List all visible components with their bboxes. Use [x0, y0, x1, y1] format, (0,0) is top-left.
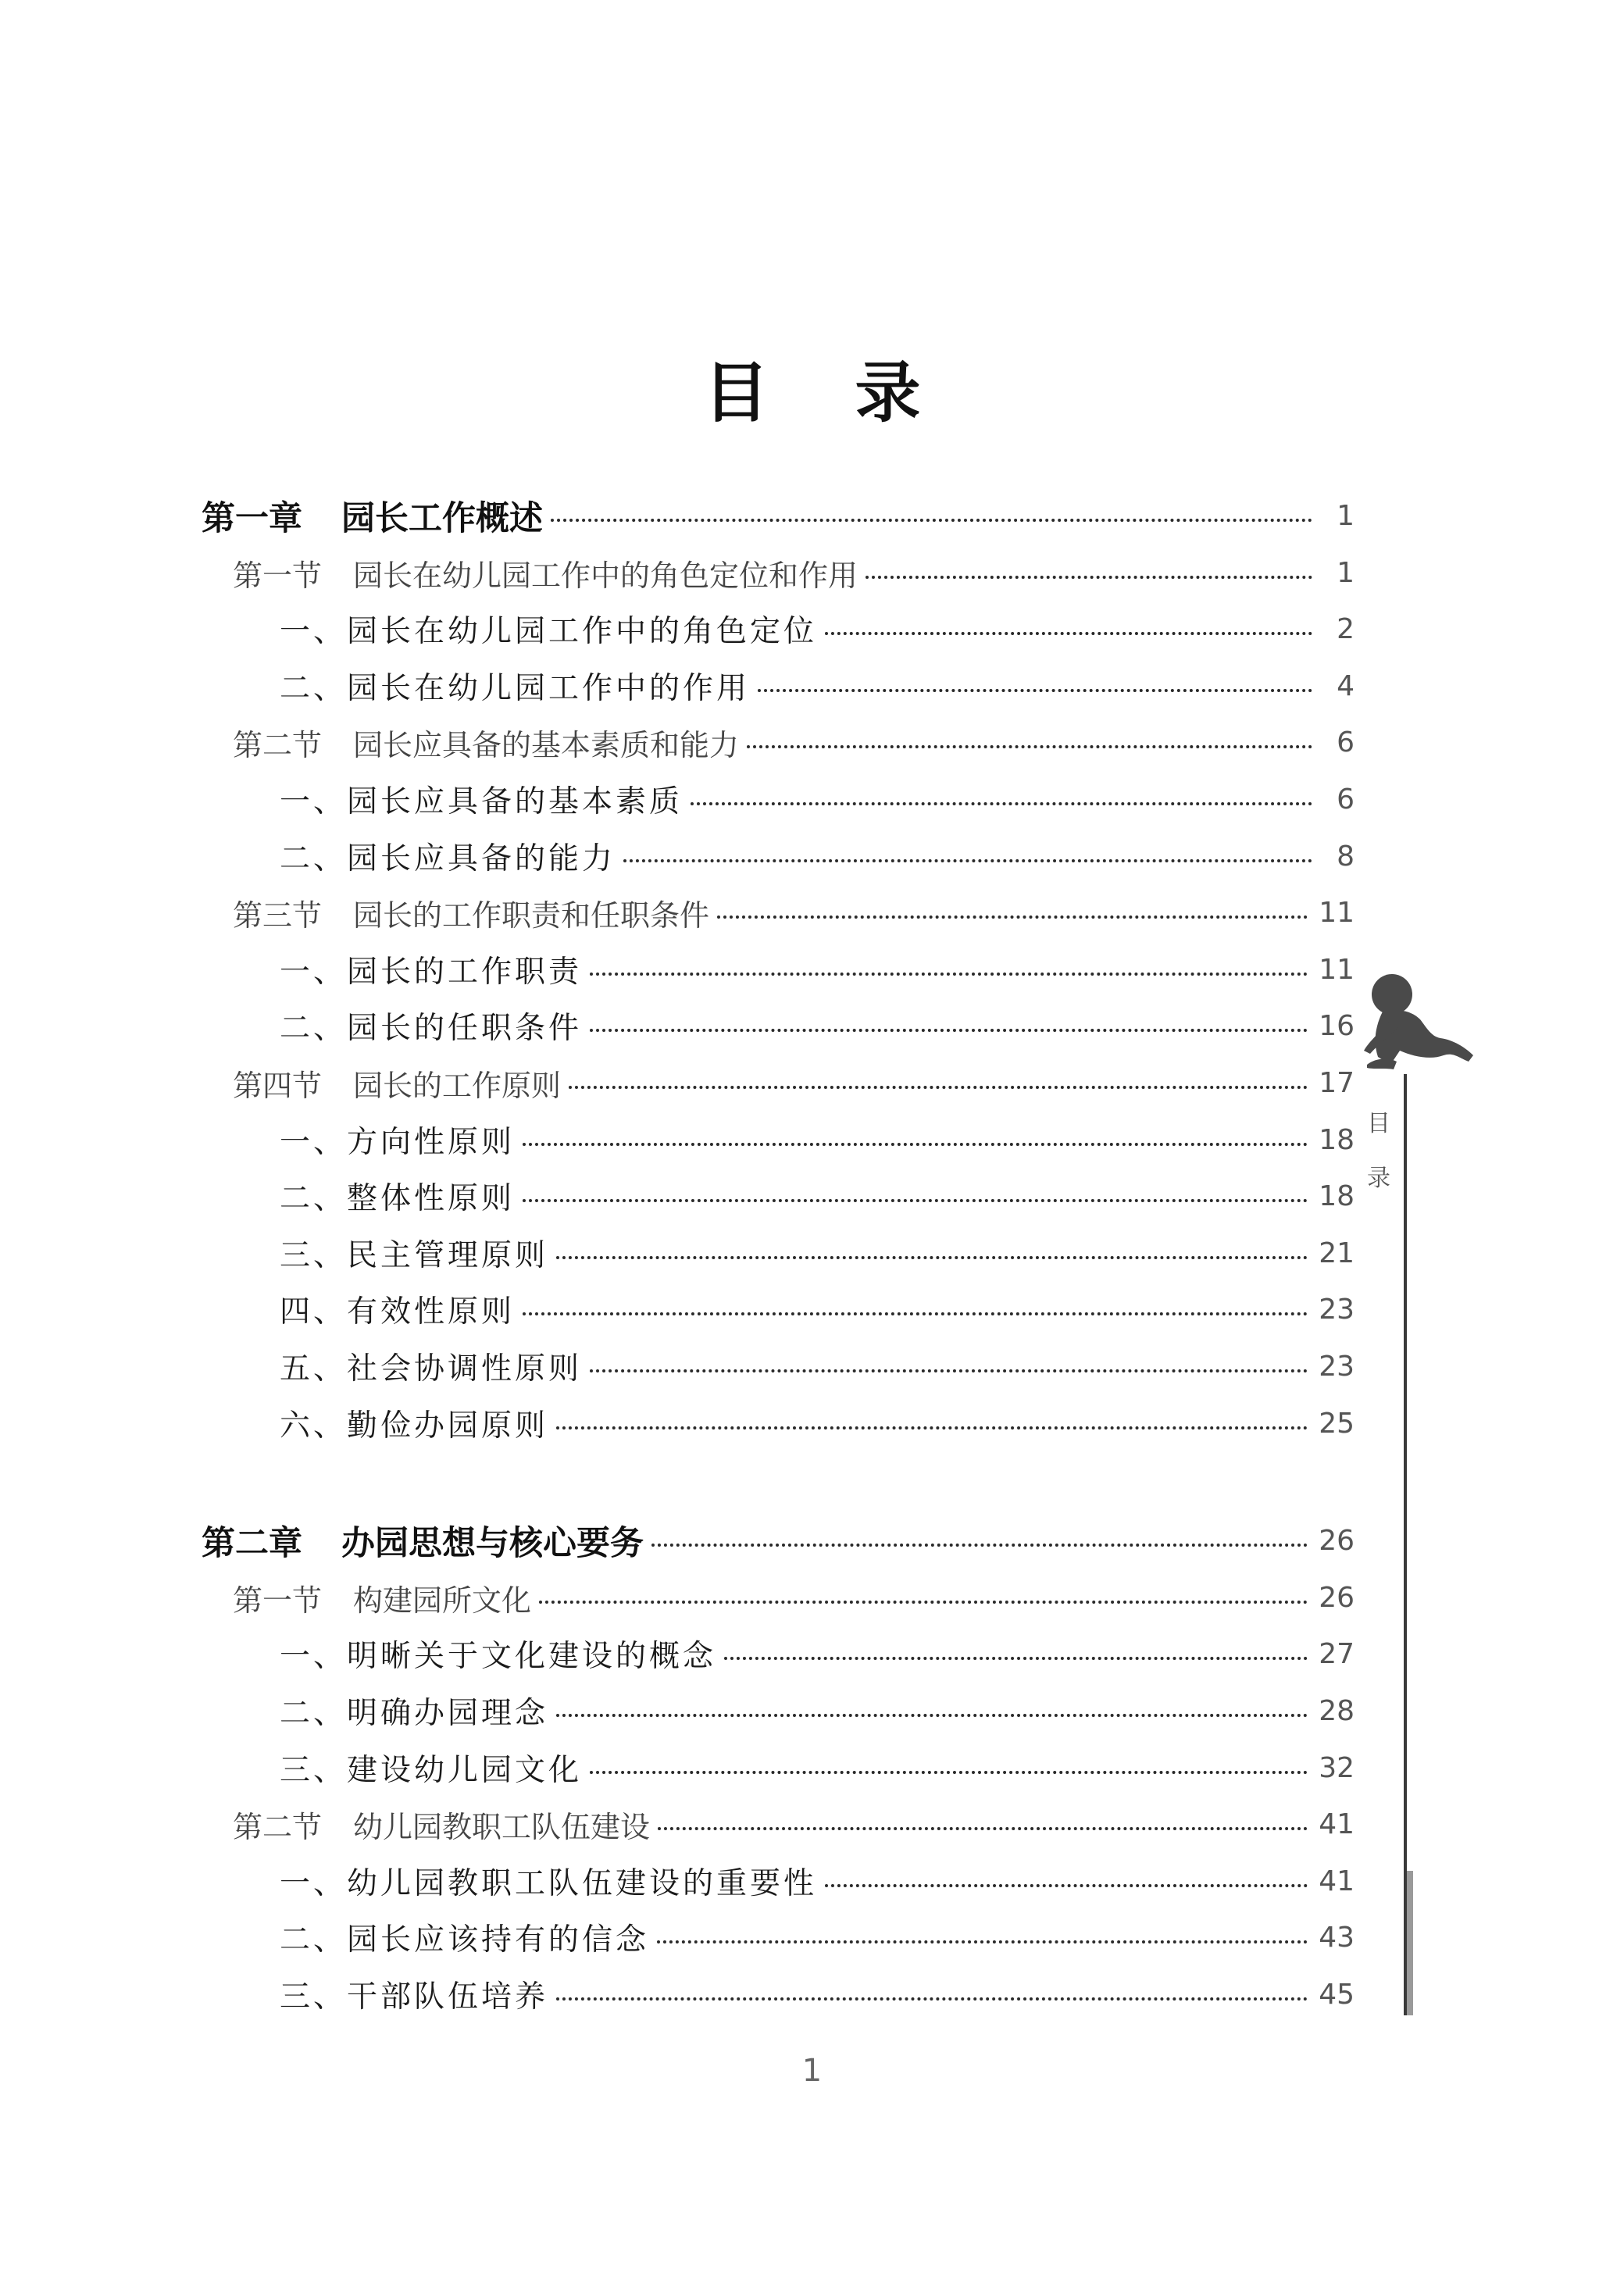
dot-leader	[523, 1312, 1308, 1315]
toc-item-row	[280, 1687, 1355, 1734]
toc-entry-title	[280, 1915, 649, 1959]
toc-page-number: 27	[1319, 1637, 1355, 1670]
toc-page-number: 6	[1337, 726, 1355, 758]
dot-leader	[657, 1940, 1308, 1943]
toc-entry-title	[280, 1859, 817, 1903]
toc-item-row	[280, 1002, 1355, 1049]
dot-leader	[825, 1884, 1308, 1887]
toc-entry-text: 三、干部队伍培养	[280, 1979, 549, 2015]
toc-page-number: 23	[1319, 1293, 1355, 1326]
toc-entry-text: 园长的工作原则	[353, 1068, 562, 1103]
toc-entry-title	[280, 607, 817, 651]
toc-entry-number: 第一节	[233, 558, 323, 593]
toc-item-row	[280, 1230, 1355, 1276]
side-tab-char: 录	[1367, 1165, 1390, 1192]
dot-leader	[556, 1426, 1308, 1429]
side-tab	[1359, 965, 1476, 2015]
toc-entry-text: 三、建设幼儿园文化	[280, 1753, 583, 1788]
toc-page-number: 21	[1319, 1237, 1355, 1269]
dot-leader	[590, 973, 1308, 976]
toc-page-number: 41	[1319, 1865, 1355, 1897]
toc-entry-title	[233, 551, 858, 594]
toc-item-row	[280, 1116, 1355, 1163]
side-tab-char: 目	[1367, 1110, 1390, 1137]
toc-page-number: 1	[1337, 556, 1355, 589]
toc-page-number: 45	[1319, 1978, 1355, 2011]
toc-item-row	[280, 1971, 1355, 2018]
toc-entry-title	[233, 721, 739, 764]
toc-item-row	[280, 1343, 1355, 1390]
toc-page-number: 26	[1319, 1581, 1355, 1614]
toc-entry-title	[280, 1118, 515, 1162]
dot-leader	[825, 632, 1312, 635]
toc-entry-title	[202, 492, 543, 540]
toc-item-row	[280, 1172, 1355, 1219]
toc-item-row	[280, 1858, 1355, 1904]
toc-entry-text: 幼儿园教职工队伍建设	[353, 1809, 651, 1844]
dot-leader	[569, 1086, 1308, 1089]
toc-entry-title	[280, 1004, 582, 1048]
toc-entry-title	[233, 891, 709, 934]
toc-entry-text: 一、园长在幼儿园工作中的角色定位	[280, 614, 818, 649]
toc-page-number: 4	[1337, 669, 1355, 702]
toc-item-row	[280, 1630, 1355, 1677]
toc-page-number: 18	[1319, 1123, 1355, 1156]
toc-page-number: 32	[1319, 1751, 1355, 1784]
dot-leader	[556, 1997, 1308, 2001]
toc-entry-title	[233, 1576, 531, 1619]
toc-entry-number: 第一章	[202, 498, 302, 538]
toc-entry-text: 一、园长的工作职责	[280, 955, 583, 990]
dot-leader	[724, 1657, 1308, 1660]
toc-entry-title	[280, 1746, 582, 1790]
toc-item-row	[280, 946, 1355, 993]
toc-entry-number: 第一节	[233, 1583, 323, 1618]
toc-entry-number: 第二章	[202, 1523, 302, 1563]
dot-leader	[556, 1714, 1308, 1717]
toc-entry-title	[202, 1517, 644, 1565]
toc-entry-text: 办园思想与核心要务	[341, 1523, 644, 1563]
toc-entry-title	[280, 664, 750, 708]
toc-section-row	[233, 719, 1355, 766]
toc-page-number: 2	[1337, 612, 1355, 645]
toc-section-row	[233, 1059, 1355, 1106]
toc-entry-text: 一、幼儿园教职工队伍建设的重要性	[280, 1866, 818, 1901]
toc-entry-text: 四、有效性原则	[280, 1294, 516, 1330]
toc-entry-text: 三、民主管理原则	[280, 1238, 549, 1273]
dot-leader	[623, 859, 1312, 862]
toc-page-number: 17	[1319, 1066, 1355, 1099]
toc-entry-text: 二、整体性原则	[280, 1181, 516, 1216]
toc-item-row	[280, 662, 1355, 709]
toc-page-number: 8	[1337, 840, 1355, 873]
toc-page-number: 26	[1319, 1524, 1355, 1557]
dot-leader	[758, 689, 1312, 692]
toc-entry-text: 园长在幼儿园工作中的角色定位和作用	[353, 558, 858, 593]
toc-page-number: 41	[1319, 1808, 1355, 1840]
toc-entry-text: 一、方向性原则	[280, 1125, 516, 1160]
toc-entry-text: 园长的工作职责和任职条件	[353, 898, 710, 933]
toc-section-row	[233, 549, 1355, 596]
toc-entry-title	[280, 1344, 582, 1388]
dot-leader	[590, 1029, 1308, 1032]
toc-entry-title	[280, 948, 582, 991]
toc-item-row	[280, 833, 1355, 880]
toc-page-number: 11	[1319, 896, 1355, 929]
dot-leader	[717, 915, 1308, 919]
dot-leader	[651, 1544, 1308, 1547]
dot-leader	[590, 1369, 1308, 1372]
toc-entry-text: 一、明晰关于文化建设的概念	[280, 1639, 717, 1674]
toc-entry-title	[233, 1062, 561, 1105]
toc-entry-title	[280, 777, 683, 821]
toc-entry-text: 园长应具备的基本素质和能力	[353, 727, 740, 762]
toc-chapter-row	[202, 492, 1355, 539]
dot-leader	[590, 1771, 1308, 1774]
toc-entry-title	[280, 834, 616, 878]
toc-entry-title	[280, 1231, 548, 1275]
toc-page-number: 16	[1319, 1009, 1355, 1042]
toc-entry-number: 第四节	[233, 1068, 323, 1103]
toc-entry-text: 五、社会协调性原则	[280, 1351, 583, 1387]
toc-page-number: 6	[1337, 783, 1355, 816]
toc-entry-text: 二、园长应具备的能力	[280, 841, 616, 876]
toc-entry-number: 第二节	[233, 727, 323, 762]
toc-entry-title	[280, 1174, 515, 1218]
dot-leader	[866, 576, 1312, 579]
toc-item-row	[280, 605, 1355, 652]
toc-entry-text: 园长工作概述	[341, 498, 543, 538]
toc-page-number: 28	[1319, 1694, 1355, 1727]
toc-item-row	[280, 1400, 1355, 1447]
toc-entry-text: 六、勤俭办园原则	[280, 1408, 549, 1444]
toc-entry-text: 二、园长应该持有的信念	[280, 1922, 650, 1958]
dot-leader	[747, 745, 1312, 748]
dot-leader	[658, 1827, 1308, 1830]
baby-silhouette-icon	[1359, 965, 1476, 1074]
toc-entry-title	[280, 1972, 548, 2016]
toc-item-row	[280, 1914, 1355, 1961]
toc-section-row	[233, 889, 1355, 936]
toc-section-row	[233, 1574, 1355, 1621]
toc-page-number: 23	[1319, 1350, 1355, 1383]
toc-page-number: 11	[1319, 953, 1355, 986]
toc-page-number: 18	[1319, 1180, 1355, 1212]
toc-entry-title	[280, 1689, 548, 1733]
dot-leader	[539, 1601, 1308, 1604]
page-title: 目录	[703, 355, 1007, 431]
dot-leader	[523, 1199, 1308, 1202]
toc-entry-title	[233, 1803, 650, 1846]
page-number: 1	[801, 2053, 823, 2089]
toc-entry-text: 一、园长应具备的基本素质	[280, 784, 684, 819]
toc-item-row	[280, 776, 1355, 823]
toc-entry-text: 二、明确办园理念	[280, 1696, 549, 1731]
dot-leader	[523, 1143, 1308, 1146]
toc-entry-text: 构建园所文化	[353, 1583, 532, 1618]
toc-entry-title	[280, 1632, 716, 1676]
toc-entry-text: 二、园长的任职条件	[280, 1011, 583, 1046]
dot-leader	[551, 519, 1312, 522]
toc-item-row	[280, 1286, 1355, 1333]
toc-entry-number: 第三节	[233, 898, 323, 933]
dot-leader	[556, 1256, 1308, 1259]
toc-entry-text: 二、园长在幼儿园工作中的作用	[280, 671, 751, 706]
toc-page-number: 1	[1337, 499, 1355, 532]
toc-entry-title	[280, 1401, 548, 1445]
side-accent-bar	[1407, 1871, 1413, 2015]
toc-section-row	[233, 1801, 1355, 1847]
dot-leader	[691, 802, 1312, 805]
toc-entry-title	[280, 1287, 515, 1331]
toc-item-row	[280, 1744, 1355, 1791]
toc-chapter-row	[202, 1517, 1355, 1564]
toc-entry-number: 第二节	[233, 1809, 323, 1844]
toc-page-number: 43	[1319, 1921, 1355, 1954]
toc-page-number: 25	[1319, 1407, 1355, 1440]
